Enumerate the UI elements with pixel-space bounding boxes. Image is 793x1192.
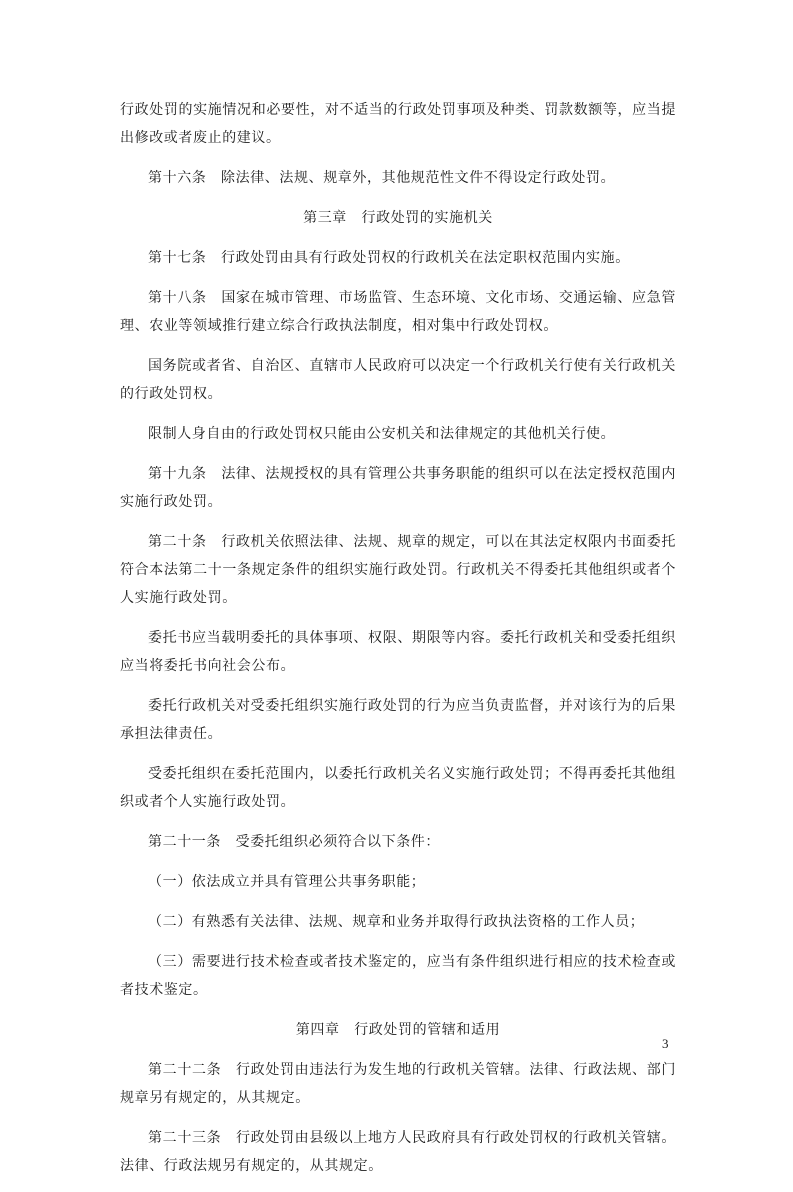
- body-text: [120, 96, 676, 1192]
- paragraph: 第二十二条 行政处罚由违法行为发生地的行政机关管辖。法律、行政法规、部门规章另有规定的，从其规定。: [120, 1062, 676, 1106]
- paragraph: 第十六条 除法律、法规、规章外，其他规范性文件不得设定行政处罚。: [148, 170, 616, 186]
- chapter-heading: 第三章 行政处罚的实施机关: [303, 210, 493, 226]
- paragraph: 第二十条 行政机关依照法律、法规、规章的规定，可以在其法定权限内书面委托符合本法第二十一条规定条件的组织实施行政处罚。行政机关不得委托其他组织或者个人实施行政处罚。: [120, 534, 676, 606]
- page-number: 3: [662, 1036, 669, 1051]
- paragraph: 受委托组织在委托范围内，以委托行政机关名义实施行政处罚；不得再委托其他组织或者个人实施行政处罚。: [120, 766, 676, 810]
- paragraph: 第十九条 法律、法规授权的具有管理公共事务职能的组织可以在法定授权范围内实施行政处罚。: [120, 466, 676, 510]
- paragraph: 限制人身自由的行政处罚权只能由公安机关和法律规定的其他机关行使。: [148, 426, 616, 442]
- paragraph: 国务院或者省、自治区、直辖市人民政府可以决定一个行政机关行使有关行政机关的行政处罚权。: [120, 358, 676, 402]
- paragraph: 第二十三条 行政处罚由县级以上地方人民政府具有行政处罚权的行政机关管辖。法律、行政法规另有规定的，从其规定。: [120, 1130, 676, 1174]
- paragraph: （三）需要进行技术检查或者技术鉴定的，应当有条件组织进行相应的技术检查或者技术鉴定。: [120, 954, 676, 998]
- paragraph: 第二十一条 受委托组织必须符合以下条件：: [148, 834, 440, 850]
- paragraph: （二）有熟悉有关法律、法规、规章和业务并取得行政执法资格的工作人员；: [148, 914, 645, 930]
- paragraph: 第十八条 国家在城市管理、市场监管、生态环境、文化市场、交通运输、应急管理、农业等领域推行建立综合行政执法制度，相对集中行政处罚权。: [120, 290, 676, 334]
- paragraph: 委托书应当载明委托的具体事项、权限、期限等内容。委托行政机关和受委托组织应当将委托书向社会公布。: [120, 630, 676, 674]
- paragraph: 第十七条 行政处罚由具有行政处罚权的行政机关在法定职权范围内实施。: [148, 250, 630, 266]
- paragraph: （一）依法成立并具有管理公共事务职能；: [148, 874, 426, 890]
- chapter-heading: 第四章 行政处罚的管辖和适用: [295, 1022, 501, 1038]
- paragraph: 委托行政机关对受委托组织实施行政处罚的行为应当负责监督，并对该行为的后果承担法律责任。: [120, 698, 676, 742]
- paragraph: 行政处罚的实施情况和必要性，对不适当的行政处罚事项及种类、罚款数额等，应当提出修改或者废止的建议。: [120, 102, 676, 146]
